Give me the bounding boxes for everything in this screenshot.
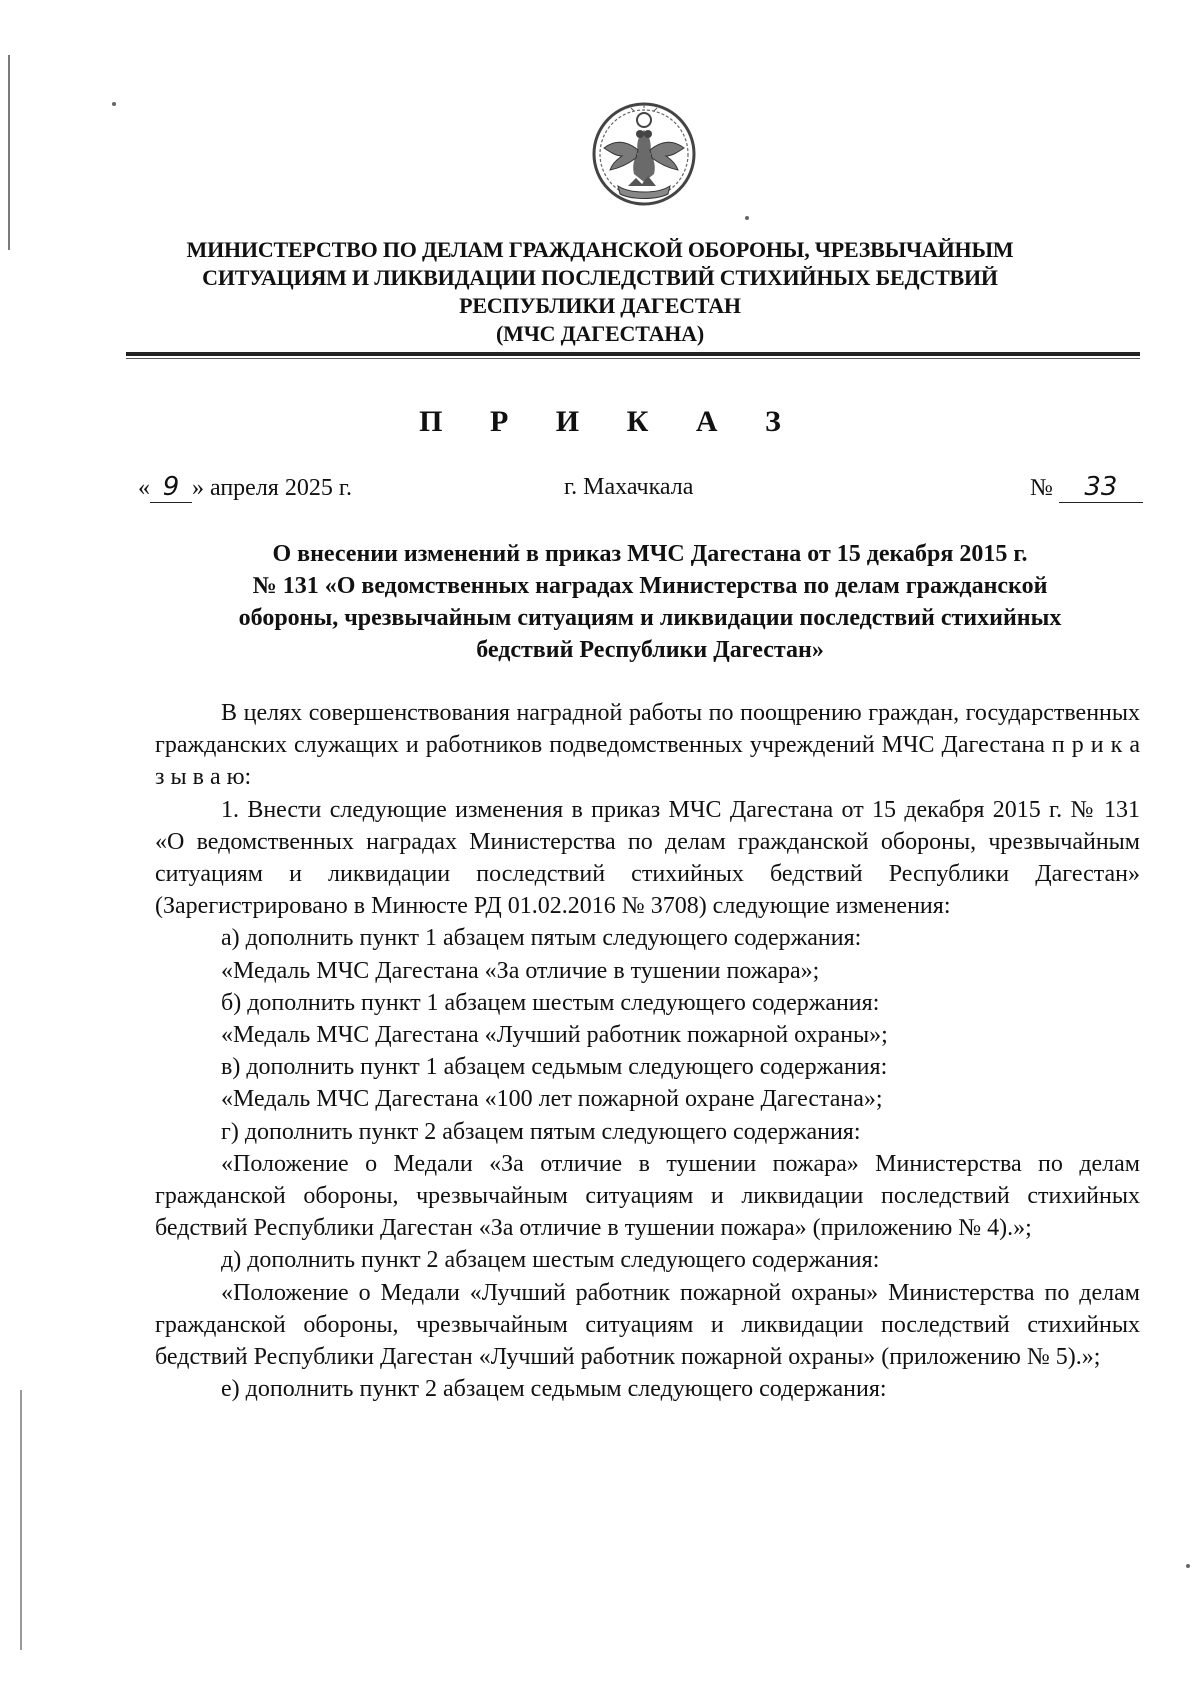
document-place: г. Махачкала	[564, 474, 694, 500]
date-day-handwritten: 9	[150, 472, 192, 503]
scan-edge-mark	[20, 1390, 22, 1650]
body-paragraph: «Положение о Медали «За отличие в тушении пожара» Министерства по делам гражданской обороны, чрезвычайным ситуациям и ликвидации последствий стихийных бедствий Республики Дагестан «За отличие в тушении пожара» (приложению № 4).»;	[155, 1150, 1140, 1242]
number-value-handwritten: 33	[1059, 472, 1143, 503]
scan-speck	[1186, 1564, 1190, 1568]
body-paragraph: «Положение о Медали «Лучший работник пожарной охраны» Министерства по делам гражданской обороны, чрезвычайным ситуациям и ликвидации последствий стихийных бедствий Республики Дагестан «Лучший работник пожарной охраны» (приложению № 5).»;	[155, 1279, 1140, 1371]
header-divider-thin	[126, 358, 1140, 359]
document-date	[138, 472, 352, 503]
ministry-abbreviation: (МЧС ДАГЕСТАНА)	[496, 321, 704, 346]
body-paragraph: е) дополнить пункт 2 абзацем седьмым следующего содержания:	[221, 1376, 887, 1403]
heading-line: О внесении изменений в приказ МЧС Дагестана от 15 декабря 2015 г.	[272, 541, 1028, 567]
body-paragraph: б) дополнить пункт 1 абзацем шестым следующего содержания:	[221, 989, 880, 1016]
date-close-quote: »	[192, 475, 204, 501]
heading-line: обороны, чрезвычайным ситуациям и ликвидации последствий стихийных	[238, 605, 1062, 631]
scan-edge-mark	[8, 55, 10, 250]
heading-line: бедствий Республики Дагестан»	[476, 637, 824, 663]
document-number	[1030, 472, 1143, 503]
body-paragraph: д) дополнить пункт 2 абзацем шестым следующего содержания:	[221, 1247, 880, 1274]
order-subject-heading	[160, 538, 1140, 666]
number-label: №	[1030, 475, 1053, 501]
body-paragraph: в) дополнить пункт 1 абзацем седьмым следующего содержания:	[221, 1054, 888, 1081]
order-body	[155, 697, 1140, 1405]
body-paragraph: 1. Внести следующие изменения в приказ МЧС Дагестана от 15 декабря 2015 г. № 131 «О ведомственных наградах Министерства по делам гражданской обороны, чрезвычайным ситуациям и ликвидации последствий стихийных бедствий Республики Дагестан» (Зарегистрировано в Минюсте РД 01.02.2016 № 3708) следующие изменения:	[155, 796, 1140, 920]
body-paragraph: г) дополнить пункт 2 абзацем пятым следующего содержания:	[221, 1118, 861, 1145]
date-open-quote: «	[138, 475, 150, 501]
document-title: П Р И К А З	[419, 405, 801, 438]
scan-speck	[112, 102, 116, 106]
coat-of-arms-emblem-icon	[588, 98, 700, 216]
body-paragraph: «Медаль МЧС Дагестана «За отличие в тушении пожара»;	[221, 957, 820, 984]
body-paragraph: а) дополнить пункт 1 абзацем пятым следующего содержания:	[221, 925, 862, 952]
body-paragraph: В целях совершенствования наградной работы по поощрению граждан, государственных гражданских служащих и работников подведомственных учреждений МЧС Дагестана п р и к а з ы в а ю:	[155, 700, 1140, 791]
header-divider	[126, 352, 1140, 356]
ministry-name-line: РЕСПУБЛИКИ ДАГЕСТАН	[459, 293, 741, 318]
body-paragraph: «Медаль МЧС Дагестана «100 лет пожарной охране Дагестана»;	[221, 1086, 883, 1113]
ministry-name	[0, 236, 1200, 348]
ministry-name-line: МИНИСТЕРСТВО ПО ДЕЛАМ ГРАЖДАНСКОЙ ОБОРОНЫ, ЧРЕЗВЫЧАЙНЫМ	[186, 237, 1014, 262]
date-month-year: апреля 2025 г.	[210, 475, 352, 501]
heading-line: № 131 «О ведомственных наградах Министерства по делам гражданской	[252, 573, 1048, 599]
body-paragraph: «Медаль МЧС Дагестана «Лучший работник пожарной охраны»;	[221, 1022, 888, 1049]
scan-speck	[745, 216, 749, 220]
ministry-name-line: СИТУАЦИЯМ И ЛИКВИДАЦИИ ПОСЛЕДСТВИЙ СТИХИЙНЫХ БЕДСТВИЙ	[202, 265, 998, 290]
